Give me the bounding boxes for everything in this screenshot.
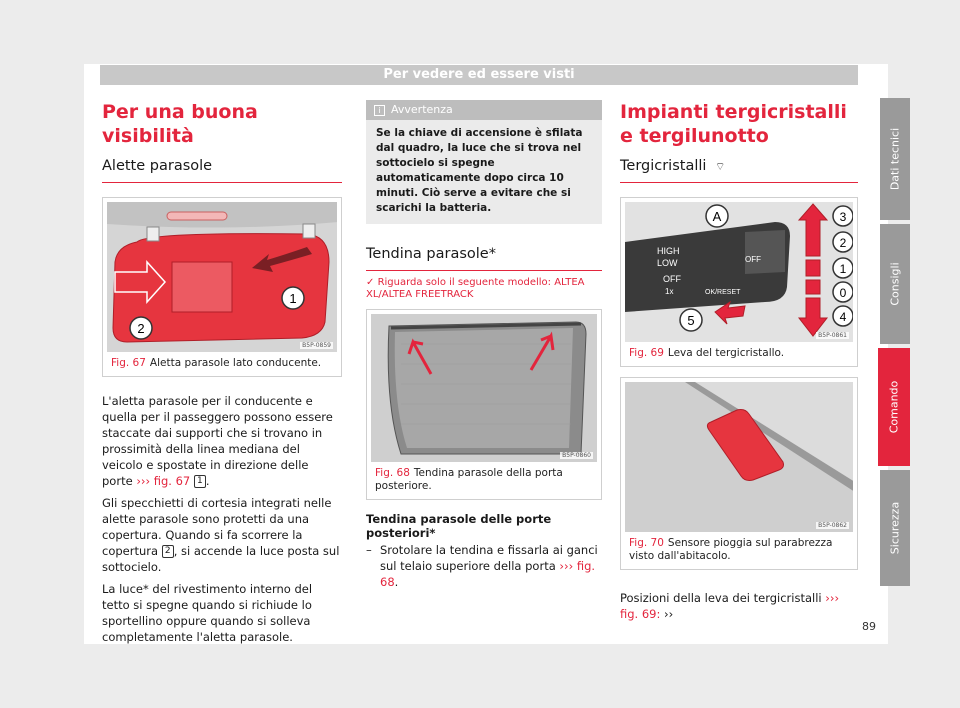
side-tab-consigli[interactable]: Consigli xyxy=(880,224,910,344)
figure-70-image xyxy=(625,382,853,532)
figure-69 xyxy=(620,197,858,367)
subsection-wipers: Tergicristalli ⌔ xyxy=(620,158,858,183)
side-tab-comando[interactable]: Comando xyxy=(878,348,910,466)
figure-70 xyxy=(620,377,858,570)
figure-68 xyxy=(366,309,602,500)
instruction-item: – Srotolare la tendina e fissarla ai ganci sul telaio superiore della porta ››› fig. 68. xyxy=(366,542,602,590)
figure-67 xyxy=(102,197,342,377)
callout-5: 5 xyxy=(687,313,695,328)
callout-4: 4 xyxy=(839,310,847,324)
rain-sensor-illustration xyxy=(625,382,853,532)
figure-69-caption: Fig. 69 Leva del tergicristallo. xyxy=(629,347,785,359)
figure-69-image xyxy=(625,202,853,342)
wiper-icon: ⌔ xyxy=(715,160,726,173)
figure-code: B5P-0861 xyxy=(818,332,847,339)
fig-69-link[interactable]: ››› fig. 69: xyxy=(620,591,840,621)
warning-box xyxy=(366,100,602,224)
side-tab-sicurezza[interactable]: Sicurezza xyxy=(880,470,910,586)
fig-67-link[interactable]: ››› fig. 67 xyxy=(136,474,191,488)
svg-text:OFF: OFF xyxy=(745,255,761,264)
callout-1: 1 xyxy=(289,291,297,306)
fig-68-link[interactable]: ››› fig. 68 xyxy=(380,559,596,589)
svg-text:HIGH: HIGH xyxy=(657,246,680,256)
applies-to: ✓ Riguarda solo il seguente modello: ALTEA XL/ALTEA FREETRACK xyxy=(366,277,585,300)
warning-body: Se la chiave di accensione è sfilata dal quadro, la luce che si trova nel sottocielo si spegne automaticamente dopo circa 10 minuti. Ciò serve a evitare che si scarichi la batteria. xyxy=(376,127,583,214)
positions-line: Posizioni della leva dei tergicristalli ››› fig. 69: ›› xyxy=(620,591,840,621)
callout-2: 2 xyxy=(839,236,847,250)
paragraph-2: Gli specchietti di cortesia integrati nelle alette parasole sono protetti da una copertura. Quando si fa scorrere la copertura 2 , si accende la luce posta sul sottocielo. xyxy=(102,496,340,574)
subsection-sunshade: Tendina parasole* xyxy=(366,246,602,271)
page-number: 89 xyxy=(862,620,876,633)
figure-code: B5P-0862 xyxy=(818,522,847,529)
paragraph-1: L'aletta parasole per il conducente e quella per il passeggero possono essere staccate dai supporti che si trovano in prossimità della linea mediana del veicolo e spostate in direzione delle porte ››› fig. 67 1 . xyxy=(102,394,333,488)
section-title-visibility: Per una buona visibilità xyxy=(102,101,258,147)
svg-text:1x: 1x xyxy=(665,287,674,296)
column-middle xyxy=(366,100,602,590)
side-tab-dati-tecnici[interactable]: Dati tecnici xyxy=(880,98,910,220)
callout-ref-1: 1 xyxy=(194,475,206,488)
figure-code: B5P-0859 xyxy=(302,342,331,349)
callout-2: 2 xyxy=(137,321,145,336)
rear-door-sunshade-title: Tendina parasole delle porte posteriori* xyxy=(366,512,552,540)
svg-text:OFF: OFF xyxy=(663,274,681,284)
column-left xyxy=(102,100,342,645)
figure-67-caption: Fig. 67 Aletta parasole lato conducente. xyxy=(111,357,322,369)
check-icon: ✓ xyxy=(366,277,375,288)
sunshade-illustration xyxy=(371,314,597,462)
callout-3: 3 xyxy=(839,210,847,224)
callout-0: 0 xyxy=(839,286,847,300)
warning-header: i Avvertenza xyxy=(366,100,602,120)
figure-68-image xyxy=(371,314,597,462)
subsection-sun-visors: Alette parasole xyxy=(102,158,342,183)
figure-70-caption: Fig. 70 Sensore pioggia sul parabrezza visto dall'abitacolo. xyxy=(629,537,833,562)
callout-1: 1 xyxy=(839,262,847,276)
callout-A: A xyxy=(712,209,722,224)
figure-67-image xyxy=(107,202,337,352)
continue-marker: ›› xyxy=(664,607,674,621)
svg-text:OK/RESET: OK/RESET xyxy=(705,289,741,296)
info-icon: i xyxy=(374,105,385,116)
wiper-lever-illustration xyxy=(625,202,853,342)
figure-68-caption: Fig. 68 Tendina parasole della porta posteriore. xyxy=(375,467,563,492)
figure-code: B5P-0860 xyxy=(562,452,591,459)
paragraph-3: La luce* del rivestimento interno del tetto si spegne quando si richiude lo sportellino oppure quando si solleva completamente l'aletta parasole. xyxy=(102,582,313,644)
callout-ref-2: 2 xyxy=(162,545,174,558)
sun-visor-illustration xyxy=(107,202,337,352)
section-title-wipers: Impianti tergicristalli e tergilunotto xyxy=(620,101,847,147)
page-header: Per vedere ed essere visti xyxy=(100,65,858,85)
svg-text:LOW: LOW xyxy=(657,258,678,268)
column-right xyxy=(620,100,858,622)
